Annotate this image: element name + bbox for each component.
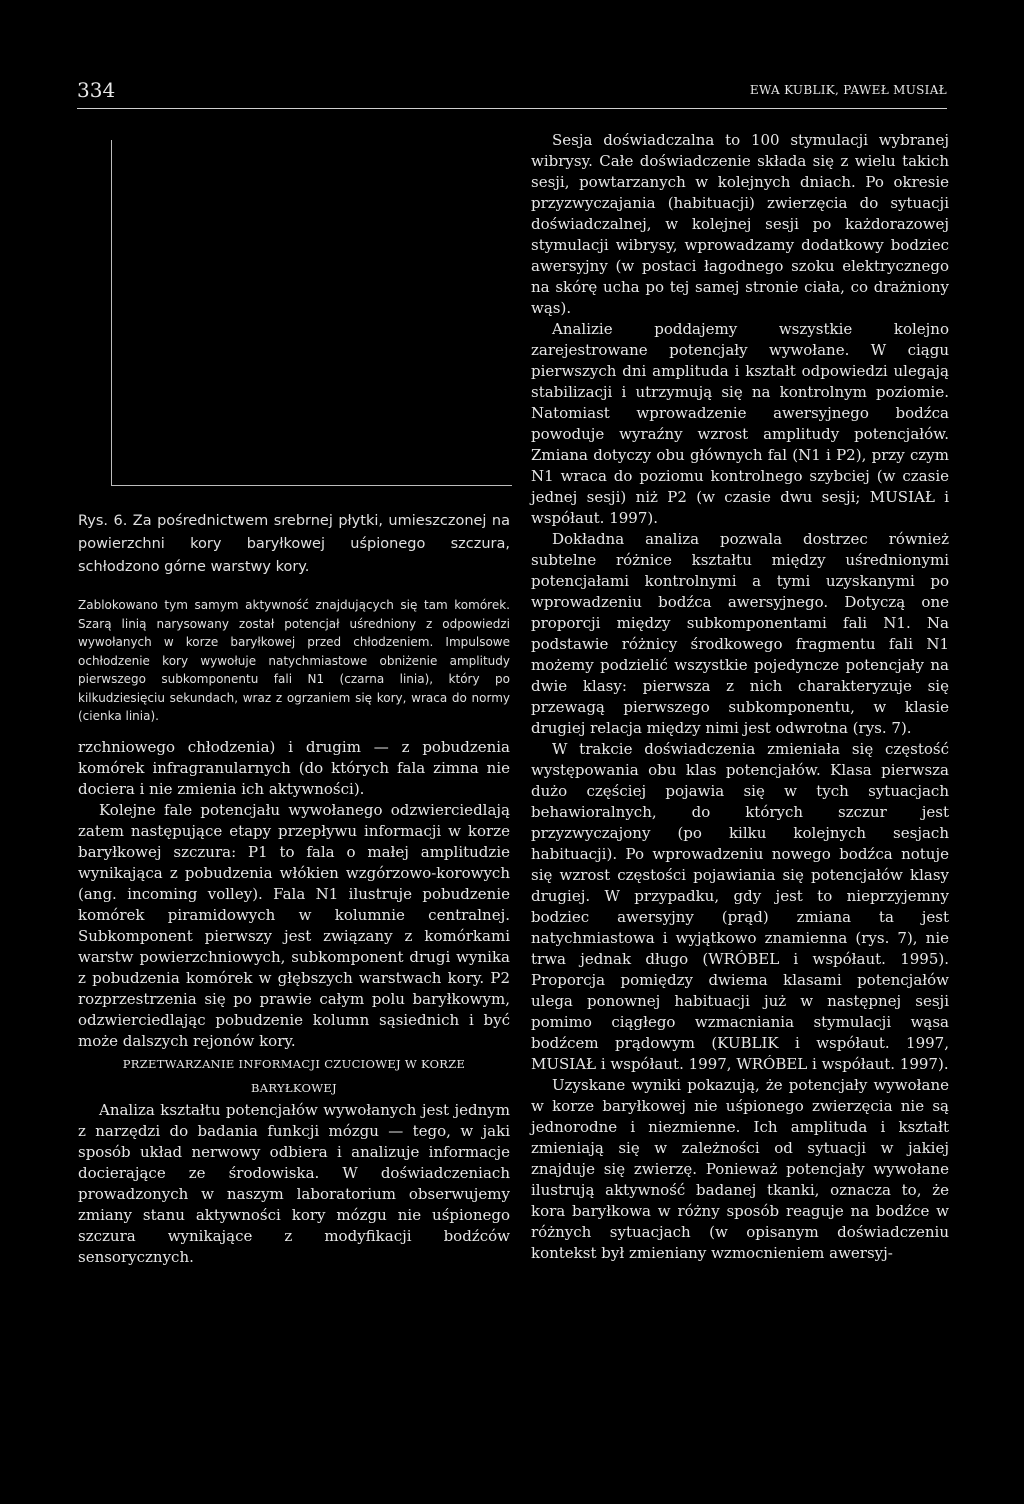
figure-caption [78,510,510,726]
running-head-authors: EWA KUBLIK, PAWEŁ MUSIAŁ [749,83,947,97]
right-paragraph-4: W trakcie doświadczenia zmieniała się częstość występowania obu klas potencjałów. Klasa pierwsza dużo częściej pojawia się w tych sytuacjach behawioralnych, do których szczur jest przyzwyczajony (po kilku kolejnych sesjach habituacji). Po wprowadzeniu nowego bodźca notuje się wzrost częstości pojawiania się potencjałów klasy drugiej. W przypadku, gdy jest to nieprzyjemny bodziec awersyjny (prąd) zmiana ta jest natychmiastowa i wyjątkowo znamienna (rys. 7), nie trwa jednak długo (WRÓBEL i współaut. 1995). Proporcja pomiędzy dwiema klasami potencjałów ulega ponownej habituacji już w następnej sesji pomimo ciągłego wzmacniania stymulacji wąsa bodźcem prądowym (KUBLIK i współaut. 1997, MUSIAŁ i współaut. 1997, WRÓBEL i współaut. 1997). [531,740,949,1073]
right-column [531,130,949,1264]
right-paragraph-1: Sesja doświadczalna to 100 stymulacji wybranej wibrysy. Całe doświadczenie składa się z wielu takich sesji, powtarzanych w kolejnych dniach. Po okresie przyzwyczajania (habituacji) zwierzęcia do sytuacji doświadczalnej, w kolejnej sesji po każdorazowej stymulacji wibrysy, wprowadzamy dodatkowy bodziec awersyjny (w postaci łagodnego szoku elektrycznego na skórę ucha po tej samej stronie ciała, co drażniony wąs). [531,131,949,317]
left-paragraph-1: rzchniowego chłodzenia) i drugim — z pobudzenia komórek infragranularnych (do których fala zimna nie dociera i nie zmienia ich aktywności). [78,738,510,798]
caption-lead: Rys. 6. Za pośrednictwem srebrnej płytki, umieszczonej na powierzchni kory baryłkowej uśpionego szczura, schłodzono górne warstwy kory. [78,513,510,575]
left-column [78,737,510,1268]
right-paragraph-5: Uzyskane wyniki pokazują, że potencjały wywołane w korze baryłkowej nie uśpionego zwierzęcia nie są jednorodne i niezmienne. Ich amplituda i kształt zmieniają się w zależności od sytuacji w jakiej znajduje się zwierzę. Ponieważ potencjały wywołane ilustrują aktywność badanej tkanki, oznacza to, że kora baryłkowa w różny sposób reaguje na bodźce w różnych sytuacjach (w opisanym doświadczeniu kontekst był zmieniany wzmocnieniem awersyj- [531,1076,949,1262]
left-paragraph-2: Kolejne fale potencjału wywołanego odzwierciedlają zatem następujące etapy przepływu informacji w korze baryłkowej szczura: P1 to fala o małej amplitudzie wynikająca z pobudzenia włókien wzgórzowo-korowych (ang. incoming volley). Fala N1 ilustruje pobudzenie komórek piramidowych w kolumnie centralnej. Subkomponent pierwszy jest związany z komórkami warstw powierzchniowych, subkomponent drugi wynika z pobudzenia komórek w głębszych warstwach kory. P2 rozprzestrzenia się po prawie całym polu baryłkowym, odzwierciedlając pobudzenie kolumn sąsiednich i być może dalszych rejonów kory. [78,801,510,1050]
page-number: 334 [77,78,116,102]
page-header [77,78,947,109]
left-paragraph-3: Analiza kształtu potencjałów wywołanych jest jednym z narzędzi do badania funkcji mózgu — tego, w jaki sposób układ nerwowy odbiera i analizuje informacje docierające ze środowiska. W doświadczeniach prowadzonych w naszym laboratorium obserwujemy zmiany stanu aktywności kory mózgu nie uśpionego szczura wynikające z modyfikacji bodźców sensorycznych. [78,1101,510,1266]
figure-6-plot-area [111,140,512,486]
right-paragraph-3: Dokładna analiza pozwala dostrzec również subtelne różnice kształtu między uśrednionymi potencjałami kontrolnymi a tymi uzyskanymi po wprowadzeniu bodźca awersyjnego. Dotyczą one proporcji między subkomponentami fali N1. Na podstawie różnicy środkowego fragmentu fali N1 możemy podzielić wszystkie pojedyncze potencjały na dwie klasy: pierwsza z nich charakteryzuje się przewagą pierwszego subkomponentu, w klasie drugiej relacja między nimi jest odwrotna (rys. 7). [531,530,949,737]
section-title: PRZETWARZANIE INFORMACJI CZUCIOWEJ W KORZE BARYŁKOWEJ [122,1057,466,1095]
caption-body: Zablokowano tym samym aktywność znajdujących się tam komórek. Szarą linią narysowany został potencjał uśredniony z odpowiedzi wywołanych w korze baryłkowej przed chłodzeniem. Impulsowe ochłodzenie kory wywołuje natychmiastowe obniżenie amplitudy pierwszego subkomponentu fali N1 (czarna linia), który po kilkudziesięciu sekundach, wraz z ogrzaniem się kory, wraca do normy (cienka linia). [78,598,510,723]
right-paragraph-2: Analizie poddajemy wszystkie kolejno zarejestrowane potencjały wywołane. W ciągu pierwszych dni amplituda i kształt odpowiedzi ulegają stabilizacji i utrzymują się na kontrolnym poziomie. Natomiast wprowadzenie awersyjnego bodźca powoduje wyraźny wzrost amplitudy potencjałów. Zmiana dotyczy obu głównych fal (N1 i P2), przy czym N1 wraca do poziomu kontrolnego szybciej (w czasie jednej sesji) niż P2 (w czasie dwu sesji; MUSIAŁ i współaut. 1997). [531,320,949,527]
